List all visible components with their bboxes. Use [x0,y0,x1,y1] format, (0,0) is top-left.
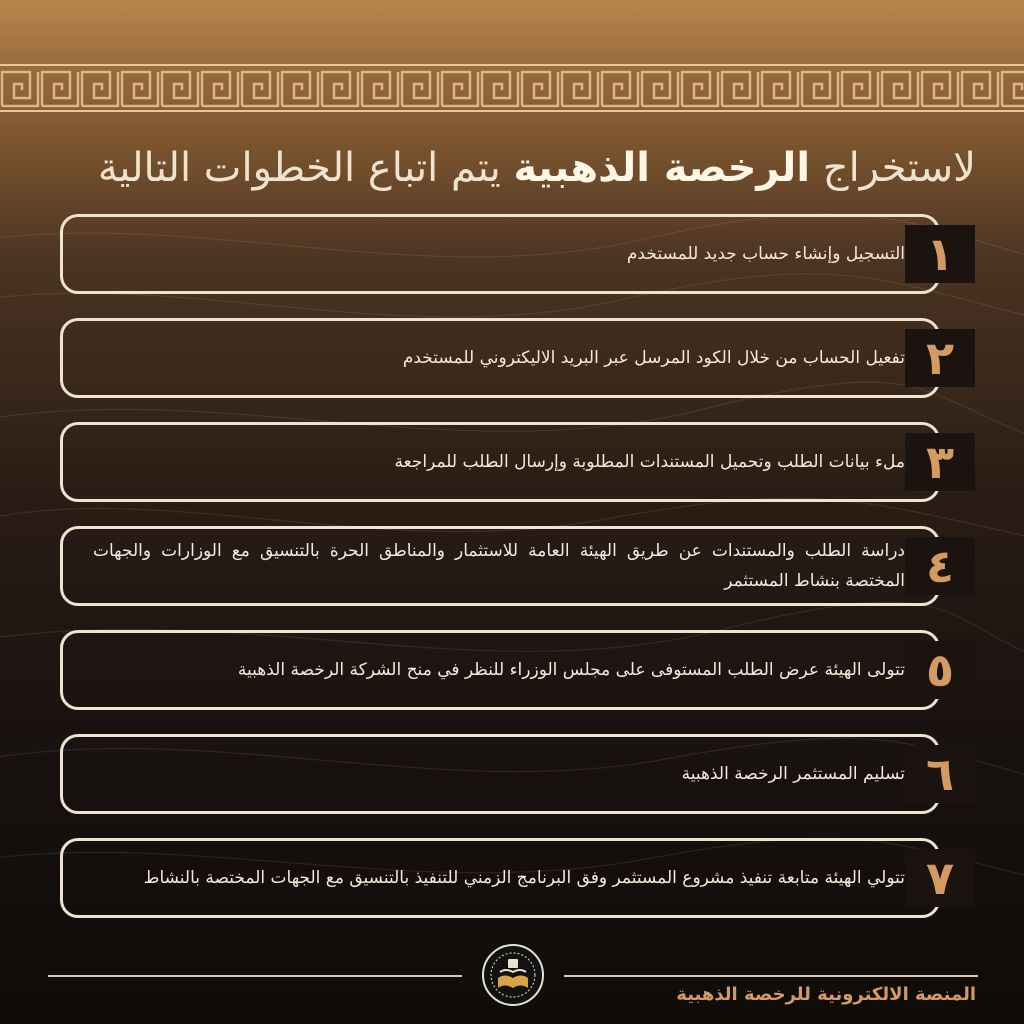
step-text: التسجيل وإنشاء حساب جديد للمستخدم [626,244,905,264]
step-number: ١ [905,225,975,283]
step-card-3 [60,422,955,502]
step-number: ٥ [905,641,975,699]
title-highlight: الرخصة الذهبية [513,145,811,191]
title-part-2: يتم اتباع الخطوات التالية [97,145,501,191]
step-card-5 [60,630,955,710]
footer-platform-name: المنصة الالكترونية للرخصة الذهبية [676,984,976,1005]
footer-divider-left [48,975,462,977]
title-part-1: لاستخراج [822,145,976,191]
step-text: تسليم المستثمر الرخصة الذهبية [681,764,905,784]
step-number: ٤ [905,537,975,595]
step-card-2 [60,318,955,398]
step-card-1 [60,214,955,294]
book-emblem-icon [480,942,546,1008]
step-number: ٢ [905,329,975,387]
footer-divider-right [564,975,978,977]
step-text: تفعيل الحساب من خلال الكود المرسل عبر البريد الاليكتروني للمستخدم [402,348,905,368]
step-card-4 [60,526,955,606]
step-card-6 [60,734,955,814]
step-card-7 [60,838,955,918]
step-number: ٦ [905,745,975,803]
step-text: تتولى الهيئة عرض الطلب المستوفى على مجلس الوزراء للنظر في منح الشركة الرخصة الذهبية [237,660,905,680]
step-text: ملء بيانات الطلب وتحميل المستندات المطلوبة وإرسال الطلب للمراجعة [394,452,905,472]
step-text: دراسة الطلب والمستندات عن طريق الهيئة العامة للاستثمار والمناطق الحرة بالتنسيق مع الوزارات والجهات المختصة بنشاط المستثمر [93,541,905,591]
step-text: تتولي الهيئة متابعة تنفيذ مشروع المستثمر وفق البرنامج الزمني للتنفيذ بالتنسيق مع الجهات المختصة بالنشاط [143,868,905,888]
step-number: ٧ [905,849,975,907]
step-number: ٣ [905,433,975,491]
